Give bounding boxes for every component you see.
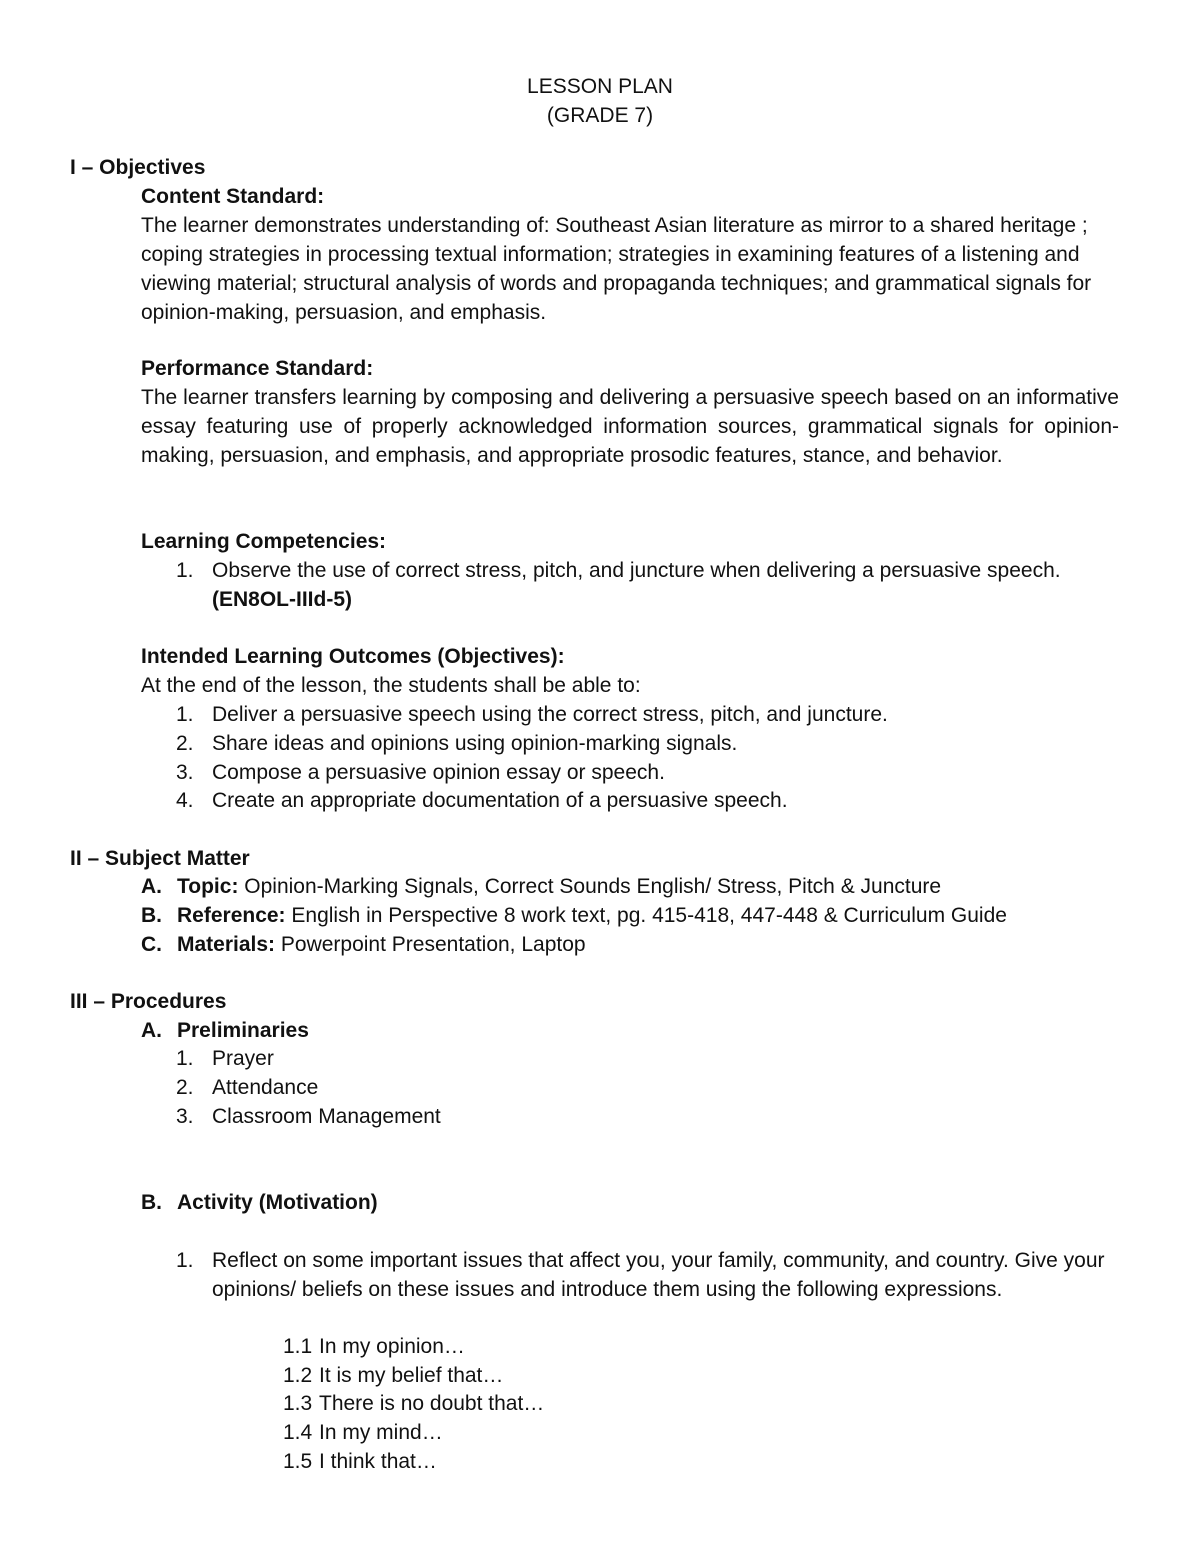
performance-standard-label: Performance Standard: — [141, 357, 374, 380]
procedure-label: Activity (Motivation) — [177, 1191, 378, 1214]
competency-text: Observe the use of correct stress, pitch, and juncture when delivering a persuasive speech. (EN8OL-IIId-5) — [212, 559, 1061, 611]
expression-text: In my mind… — [319, 1421, 443, 1444]
list-item-text: Create an appropriate documentation of a persuasive speech. — [212, 789, 788, 812]
list-item-text: Deliver a persuasive speech using the correct stress, pitch, and juncture. — [212, 703, 888, 726]
list-item — [176, 1073, 318, 1102]
list-item-text: Attendance — [212, 1076, 319, 1099]
list-number: 3. — [176, 1105, 194, 1128]
subject-item-label: Materials: — [177, 933, 276, 956]
list-item — [176, 1102, 441, 1131]
expression-text: In my opinion… — [319, 1335, 465, 1358]
list-number: 1. — [176, 1047, 194, 1070]
subject-item-text: Opinion-Marking Signals, Correct Sounds English/ Stress, Pitch & Juncture — [238, 875, 942, 898]
expression-text: There is no doubt that… — [319, 1392, 545, 1415]
expression-item — [283, 1361, 503, 1390]
document-title: LESSON PLAN — [527, 75, 673, 98]
section-heading-objectives: I – Objectives — [70, 156, 206, 179]
list-letter: A. — [141, 1019, 162, 1042]
content-standard-label: Content Standard: — [141, 185, 325, 208]
subject-item-text: Powerpoint Presentation, Laptop — [275, 933, 586, 956]
list-letter: B. — [141, 1191, 162, 1214]
list-item — [176, 700, 888, 729]
list-item — [176, 1246, 1119, 1304]
list-number: 2. — [176, 1076, 194, 1099]
section-heading-subject-matter: II – Subject Matter — [70, 847, 250, 870]
list-number: 1.1 — [283, 1335, 313, 1358]
list-item-text: Compose a persuasive opinion essay or speech. — [212, 761, 665, 784]
subject-item-text: English in Perspective 8 work text, pg. 415-418, 447-448 & Curriculum Guide — [285, 904, 1007, 927]
list-letter: A. — [141, 875, 162, 898]
procedure-preliminaries — [141, 1016, 309, 1045]
list-item — [176, 729, 737, 758]
list-number: 1. — [176, 1249, 194, 1272]
expression-item — [283, 1418, 443, 1447]
subject-item-topic — [141, 872, 941, 901]
list-item-text: Classroom Management — [212, 1105, 441, 1128]
list-number: 3. — [176, 761, 194, 784]
list-number: 1. — [176, 703, 194, 726]
list-letter: B. — [141, 904, 162, 927]
document-subtitle: (GRADE 7) — [546, 104, 654, 127]
list-item — [176, 556, 1086, 614]
competency-code: (EN8OL-IIId-5) — [212, 588, 352, 611]
list-number: 1.2 — [283, 1364, 313, 1387]
expression-text: I think that… — [319, 1450, 437, 1473]
list-number: 1. — [176, 559, 194, 582]
list-item-text: Share ideas and opinions using opinion-marking signals. — [212, 732, 738, 755]
performance-standard-text: The learner transfers learning by composing and delivering a persuasive speech based on an informative essay featuring use of properly acknowledged information sources, grammatical signals for opinion-making, persuasion, and emphasis, and appropriate prosodic features, stance, and behavior. — [141, 386, 1119, 467]
expression-item — [283, 1389, 544, 1418]
list-number: 1.3 — [283, 1392, 313, 1415]
list-item — [176, 758, 665, 787]
intended-outcomes-label: Intended Learning Outcomes (Objectives): — [141, 645, 565, 668]
list-item — [176, 1044, 274, 1073]
procedure-label: Preliminaries — [177, 1019, 309, 1042]
subject-item-label: Reference: — [177, 904, 286, 927]
expression-item — [283, 1447, 437, 1476]
subject-item-reference — [141, 901, 1007, 930]
list-item-text: Reflect on some important issues that affect you, your family, community, and country. Give your opinions/ beliefs on these issues and introduce them using the following expressions. — [212, 1249, 1105, 1301]
list-item-text: Prayer — [212, 1047, 274, 1070]
list-number: 4. — [176, 789, 194, 812]
list-number: 2. — [176, 732, 194, 755]
procedure-activity — [141, 1188, 378, 1217]
list-number: 1.4 — [283, 1421, 313, 1444]
subject-item-materials — [141, 930, 586, 959]
subject-item-label: Topic: — [177, 875, 239, 898]
expression-text: It is my belief that… — [319, 1364, 504, 1387]
content-standard-text: The learner demonstrates understanding of: Southeast Asian literature as mirror to a shared heritage ; coping strategies in processing textual information; strategies in examining features of a listening and viewing material; structural analysis of words and propaganda techniques; and grammatical signals for opinion-making, persuasion, and emphasis. — [141, 214, 1092, 324]
list-number: 1.5 — [283, 1450, 313, 1473]
list-item — [176, 786, 788, 815]
expression-item — [283, 1332, 465, 1361]
document-header — [0, 72, 1200, 130]
section-heading-procedures: III – Procedures — [70, 990, 227, 1013]
list-letter: C. — [141, 933, 162, 956]
intended-outcomes-intro: At the end of the lesson, the students shall be able to: — [141, 674, 641, 697]
learning-competencies-label: Learning Competencies: — [141, 530, 387, 553]
